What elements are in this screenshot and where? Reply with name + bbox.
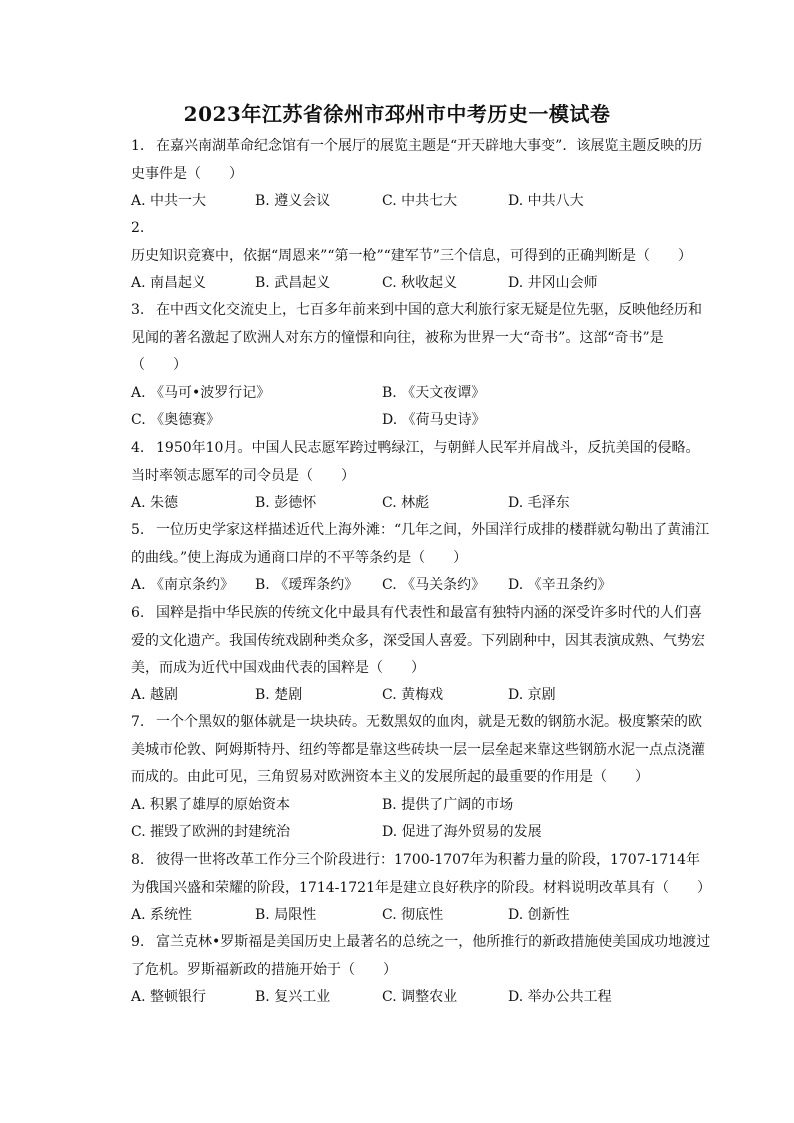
question-text: 1950年10月。中国人民志愿军跨过鸭绿江，与朝鲜人民军并肩战斗，反抗美国的侵略。当时率领志愿军的司令员是（ ）: [131, 440, 700, 484]
question-number: 4.: [131, 440, 145, 456]
option-b[interactable]: B. 《天文夜谭》: [382, 385, 486, 401]
question-number: 5.: [131, 522, 145, 538]
option-a[interactable]: A. 《马可•波罗行记》: [131, 385, 271, 401]
option-c[interactable]: C. 《马关条约》: [382, 577, 486, 593]
option-d[interactable]: D. 《辛丑条约》: [508, 577, 612, 593]
question-1: [131, 133, 711, 188]
question-7: [131, 709, 711, 792]
option-d[interactable]: D. 京剧: [508, 687, 556, 703]
option-a[interactable]: A. 整顿银行: [131, 989, 207, 1005]
option-d[interactable]: D. 毛泽东: [508, 495, 570, 511]
options-4: [131, 490, 711, 518]
options-1: [131, 188, 711, 216]
option-b[interactable]: B. 《瑷珲条约》: [255, 577, 359, 593]
question-text: 彼得一世将改革工作分三个阶段进行：1700-1707年为积蓄力量的阶段，1707-1714年为俄国兴盛和荣耀的阶段，1714-1721年是建立良好秩序的阶段。材料说明改革具有（ ）: [131, 852, 711, 896]
options-3a: [131, 380, 711, 408]
option-d[interactable]: D. 创新性: [508, 907, 570, 923]
options-6: [131, 682, 711, 710]
option-d[interactable]: D. 促进了海外贸易的发展: [382, 824, 542, 840]
question-number: 8.: [131, 852, 145, 868]
option-b[interactable]: B. 楚剧: [255, 687, 303, 703]
question-number: 9.: [131, 934, 145, 950]
option-b[interactable]: B. 遵义会议: [255, 193, 331, 209]
option-d[interactable]: D. 《荷马史诗》: [382, 412, 486, 428]
question-number: 3.: [131, 302, 145, 318]
option-c[interactable]: C. 《奥德赛》: [131, 412, 221, 428]
option-b[interactable]: B. 武昌起义: [255, 275, 331, 291]
question-text: 一个个黑奴的躯体就是一块块砖。无数黑奴的血肉，就是无数的钢筋水泥。极度繁荣的欧美城市伦敦、阿姆斯特丹、纽约等都是靠这些砖块一层一层垒起来靠这些钢筋水泥一点点浇灌而成的。由此可见，三角贸易对欧洲资本主义的发展所起的最重要的作用是（ ）: [131, 714, 705, 785]
question-text: 国粹是指中华民族的传统文化中最具有代表性和最富有独特内涵的深受许多时代的人们喜爱的文化遗产。我国传统戏剧种类众多，深受国人喜爱。下列剧种中，因其表演成熟、气势宏美，而成为近代中国戏曲代表的国粹是（ ）: [131, 605, 705, 676]
option-c[interactable]: C. 彻底性: [382, 907, 444, 923]
option-b[interactable]: B. 提供了广阔的市场: [382, 797, 514, 813]
option-b[interactable]: B. 复兴工业: [255, 989, 331, 1005]
option-b[interactable]: B. 局限性: [255, 907, 317, 923]
options-3b: [131, 407, 711, 435]
question-number: 7.: [131, 714, 145, 730]
options-7a: [131, 792, 711, 820]
option-c[interactable]: C. 摧毁了欧洲的封建统治: [131, 824, 291, 840]
option-c[interactable]: C. 黄梅戏: [382, 687, 444, 703]
option-d[interactable]: D. 中共八大: [508, 193, 584, 209]
option-a[interactable]: A. 越剧: [131, 687, 179, 703]
question-8: [131, 847, 711, 902]
option-a[interactable]: A. 朱德: [131, 495, 179, 511]
question-2: [131, 215, 711, 270]
question-text: 富兰克林•罗斯福是美国历史上最著名的总统之一，他所推行的新政措施使美国成功地渡过了危机。罗斯福新政的措施开始于（ ）: [131, 934, 711, 978]
question-text: 一位历史学家这样描述近代上海外滩：“几年之间，外国洋行成排的楼群就勾勒出了黄浦江的曲线。”使上海成为通商口岸的不平等条约是（ ）: [131, 522, 710, 566]
question-number: 1.: [131, 138, 145, 154]
option-a[interactable]: A. 《南京条约》: [131, 577, 235, 593]
question-number: 6.: [131, 605, 145, 621]
option-a[interactable]: A. 中共一大: [131, 193, 207, 209]
question-9: [131, 929, 711, 984]
option-d[interactable]: D. 举办公共工程: [508, 989, 612, 1005]
question-text: 在中西文化交流史上，七百多年前来到中国的意大利旅行家无疑是位先驱，反映他经历和见闻的著名激起了欧洲人对东方的憧憬和向往，被称为世界一大“奇书”。这部“奇书”是（ ）: [131, 302, 702, 373]
page-title: 2023年江苏省徐州市邳州市中考历史一模试卷: [183, 102, 611, 126]
options-8: [131, 902, 711, 930]
options-7b: [131, 819, 711, 847]
question-text: 在嘉兴南湖革命纪念馆有一个展厅的展览主题是“开天辟地大事变”．该展览主题反映的历史事件是（ ）: [131, 138, 703, 182]
option-a[interactable]: A. 南昌起义: [131, 275, 207, 291]
option-a[interactable]: A. 积累了雄厚的原始资本: [131, 797, 291, 813]
options-9: [131, 984, 711, 1012]
question-number: 2.: [131, 220, 145, 236]
option-a[interactable]: A. 系统性: [131, 907, 193, 923]
option-c[interactable]: C. 中共七大: [382, 193, 458, 209]
option-b[interactable]: B. 彭德怀: [255, 495, 317, 511]
options-5: [131, 572, 711, 600]
option-c[interactable]: C. 林彪: [382, 495, 430, 511]
option-c[interactable]: C. 调整农业: [382, 989, 458, 1005]
options-2: [131, 270, 711, 298]
question-4: [131, 435, 711, 490]
question-text: 历史知识竞赛中，依据“周恩来”“第一枪”“建军节”三个信息，可得到的正确判断是（ ）: [131, 247, 692, 264]
question-5: [131, 517, 711, 572]
option-d[interactable]: D. 井冈山会师: [508, 275, 598, 291]
question-3: [131, 297, 711, 380]
question-6: [131, 600, 711, 683]
option-c[interactable]: C. 秋收起义: [382, 275, 458, 291]
